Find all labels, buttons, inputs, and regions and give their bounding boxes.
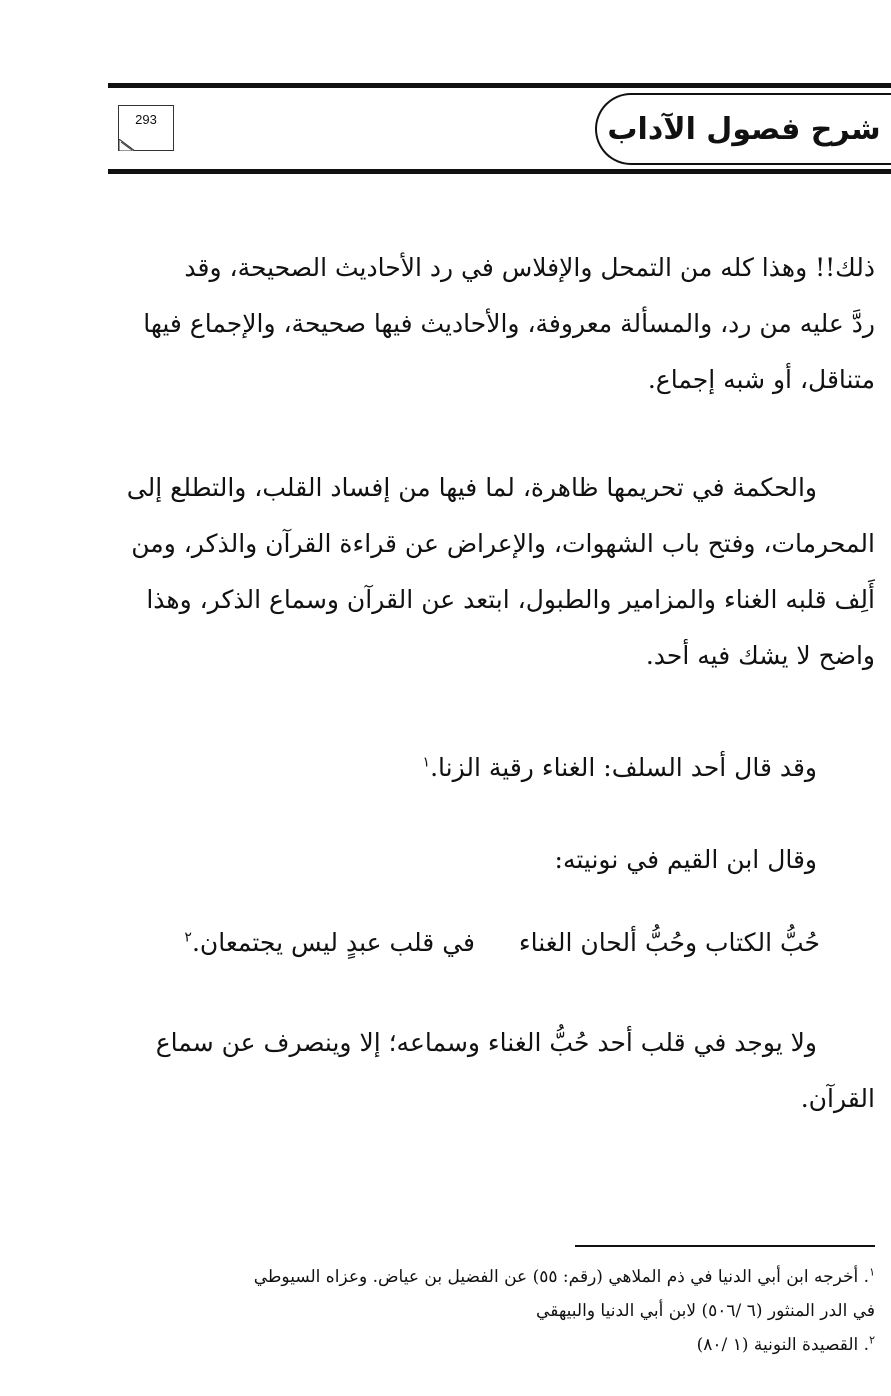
footnotes	[108, 1260, 875, 1362]
page-curl-icon	[119, 139, 137, 151]
paragraph-line: المحرمات، وفتح باب الشهوات، والإعراض عن قراءة القرآن والذكر، ومن	[131, 529, 875, 558]
footnote-separator	[575, 1245, 875, 1247]
paragraph-2	[108, 460, 875, 684]
quote-text: وقد قال أحد السلف: الغناء رقية الزنا.	[430, 753, 817, 782]
poem-verse	[108, 915, 875, 971]
paragraph-line: متناقل، أو شبه إجماع.	[647, 365, 875, 394]
footnote-1-continuation: في الدر المنثور (٦ /٥٠٦) لابن أبي الدنيا والبيهقي	[536, 1301, 875, 1321]
footnote-mark: ١	[869, 1265, 875, 1279]
verse-hemistich-2-text: في قلب عبدٍ ليس يجتمعان.	[191, 928, 475, 957]
book-title-box	[595, 93, 891, 165]
footnote-2	[108, 1328, 875, 1362]
paragraph-line: القرآن.	[800, 1084, 875, 1113]
header-rule-bottom	[108, 169, 891, 174]
book-title: شرح فصول الآداب	[607, 111, 881, 147]
paragraph-4	[108, 832, 875, 888]
paragraph-line: ردَّ عليه من رد، والمسألة معروفة، والأحاديث فيها صحيحة، والإجماع فيها	[143, 309, 875, 338]
paragraph-line: وقال ابن القيم في نونيته:	[554, 845, 817, 874]
footnote-ref-2: ٢	[184, 929, 192, 946]
footnote-text: . القصيدة النونية (١ /٨٠)	[696, 1335, 870, 1355]
paragraph-3	[108, 740, 875, 796]
page-number-box	[118, 105, 174, 151]
footnote-mark: ٢	[869, 1333, 875, 1347]
paragraph-line: ولا يوجد في قلب أحد حُبُّ الغناء وسماعه؛ إلا وينصرف عن سماع	[155, 1028, 817, 1057]
running-header	[108, 83, 891, 178]
footnote-1	[108, 1260, 875, 1294]
footnote-text: . أخرجه ابن أبي الدنيا في ذم الملاهي (رقم: ٥٥) عن الفضيل بن عياض. وعزاه السيوطي	[253, 1267, 870, 1287]
verse-hemistich-2	[184, 915, 475, 971]
paragraph-line: والحكمة في تحريمها ظاهرة، لما فيها من إفساد القلب، والتطلع إلى	[126, 473, 817, 502]
paragraph-line: ذلك!! وهذا كله من التمحل والإفلاس في رد الأحاديث الصحيحة، وقد	[184, 253, 875, 282]
page-number: 293	[135, 112, 157, 127]
paragraph-line: واضح لا يشك فيه أحد.	[645, 641, 875, 670]
footnote-ref-1: ١	[422, 754, 431, 771]
verse-hemistich-1: حُبُّ الكتاب وحُبُّ ألحان الغناء	[518, 928, 820, 957]
paragraph-1	[108, 240, 875, 408]
paragraph-line	[108, 740, 875, 796]
paragraph-closing	[108, 1015, 875, 1127]
header-rule-top	[108, 83, 891, 88]
paragraph-line: أَلِف قلبه الغناء والمزامير والطبول، ابتعد عن القرآن وسماع الذكر، وهذا	[146, 585, 875, 614]
